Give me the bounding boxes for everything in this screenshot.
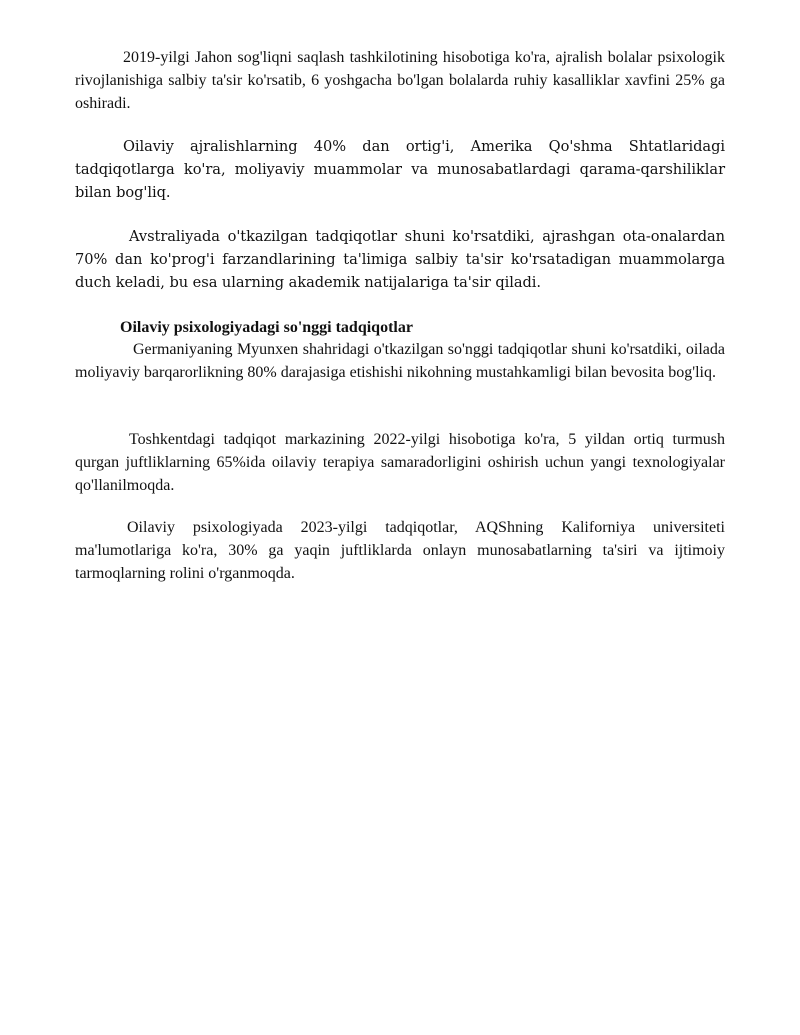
paragraph-munich-study: Germaniyaning Myunxen shahridagi o'tkazilgan so'nggi tadqiqotlar shuni ko'rsatdiki, oilada moliyaviy barqarorlikning 80% darajasiga etishishi nikohning mustahkamligi bilan bevosita bog'liq. — [75, 341, 725, 381]
paragraph-who-report: 2019-yilgi Jahon sog'liqni saqlash tashkilotining hisobotiga ko'ra, ajralish bolalar psixologik rivojlanishiga salbiy ta'sir ko'rsatib, 6 yoshgacha bo'lgan bolalarda ruhiy kasalliklar xavfini 25% ga oshiradi. — [75, 49, 725, 112]
paragraph-california-study: Oilaviy psixologiyada 2023-yilgi tadqiqotlar, AQShning Kaliforniya universiteti ma'lumotlariga ko'ra, 30% ga yaqin juftliklarda onlayn munosabatlarning ta'siri va ijtimoiy tarmoqlarning rolini o'rganmoqda. — [75, 519, 725, 582]
paragraph-australia-study: Avstraliyada o'tkazilgan tadqiqotlar shuni ko'rsatdiki, ajrashgan ota-onalardan 70% dan ko'prog'i farzandlarining ta'limiga salbiy ta'sir ko'rsatadigan muammolarga duch keladi, bu esa ularning akademik natijalariga ta'sir qiladi. — [75, 228, 725, 291]
paragraph-tashkent-report: Toshkentdagi tadqiqot markazining 2022-yilgi hisobotiga ko'ra, 5 yildan ortiq turmush qurgan juftliklarning 65%ida oilaviy terapiya samaradorligini oshirish uchun yangi texnologiyalar qo'llanilmoqda. — [75, 431, 725, 494]
section-heading: Oilaviy psixologiyadagi so'nggi tadqiqotlar — [120, 319, 413, 336]
paragraph-usa-divorce: Oilaviy ajralishlarning 40% dan ortig'i, Amerika Qo'shma Shtatlaridagi tadqiqotlarga ko'ra, moliyaviy muammolar va munosabatlardagi qarama-qarshiliklar bilan bog'liq. — [75, 138, 725, 201]
